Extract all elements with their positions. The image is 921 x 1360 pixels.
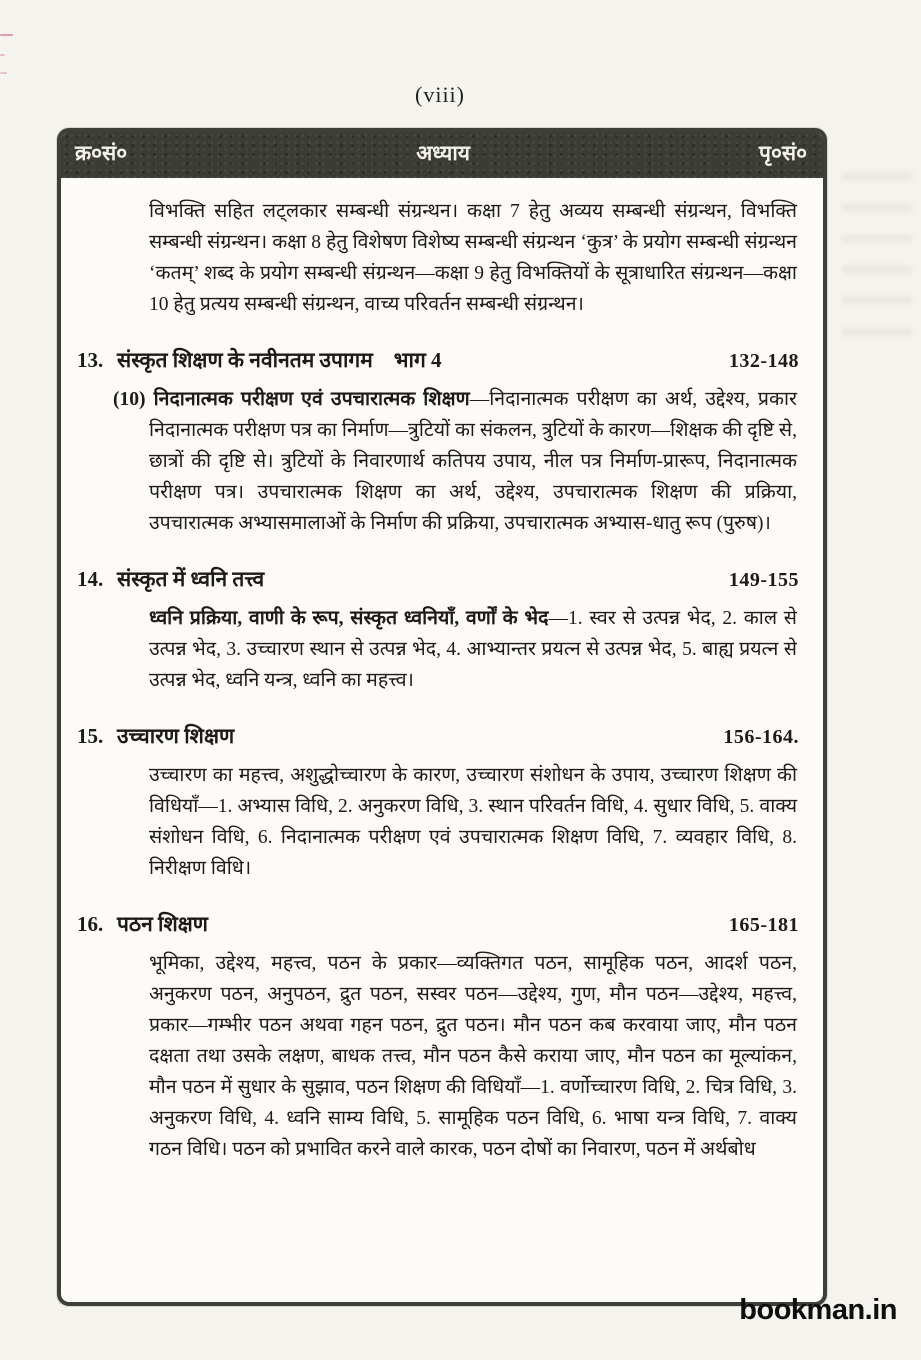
watermark: bookman.in (739, 1294, 897, 1326)
entry-page-range: 156-164. (723, 726, 799, 748)
toc-header-pageno-label: पृ०सं० (759, 141, 807, 165)
entry-number: 15. (77, 724, 104, 748)
margin-pen-marks (0, 30, 14, 90)
entry-description-bold: (10) निदानात्मक परीक्षण एवं उपचारात्मक शिक्षण (113, 389, 470, 410)
pen-mark (0, 34, 13, 36)
entry-description-text: भूमिका, उद्देश्य, महत्त्व, पठन के प्रकार—व्यक्तिगत पठन, सामूहिक पठन, आदर्श पठन, अनुकरण पठन, अनुपठन, द्रुत पठन, सस्वर पठन—उद्देश्य, गुण, मौन पठन—उद्देश्य, महत्त्व, प्रकार—गम्भीर पठन अथवा गहन पठन, द्रुत पठन। मौन पठन कब करवाया जाए, मौन पठन दक्षता तथा उसके लक्षण, बाधक तत्त्व, मौन पठन कैसे कराया जाए, मौन पठन का मूल्यांकन, मौन पठन में सुधार के सुझाव, पठन शिक्षण की विधियाँ—1. वर्णोच्चारण विधि, 2. चित्र विधि, 3. अनुकरण विधि, 4. ध्वनि साम्य विधि, 5. सामूहिक पठन विधि, 6. भाषा यन्त्र विधि, 7. वाक्य गठन विधि। पठन को प्रभावित करने वाले कारक, पठन दोषों का निवारण, पठन में अर्थबोध (149, 953, 797, 1160)
entry-page-range: 165-181 (728, 914, 799, 936)
entry-description-text: —1. स्वर से उत्पन्न भेद, 2. काल से उत्पन्न भेद, 3. उच्चारण स्थान से उत्पन्न भेद, 4. आभ्यान्तर प्रयत्न से उत्पन्न भेद, 5. बाह्य प्रयत्न से उत्पन्न भेद, ध्वनि यन्त्र, ध्वनि का महत्त्व। (149, 608, 797, 691)
toc-frame (57, 128, 827, 1306)
toc-entry-16 (77, 910, 799, 1165)
toc-entry-13 (77, 346, 799, 539)
entry-heading (77, 722, 799, 750)
entry-description (149, 760, 797, 884)
toc-entry-14 (77, 565, 799, 696)
entry-description-text: उच्चारण का महत्त्व, अशुद्धोच्चारण के कारण, उच्चारण संशोधन के उपाय, उच्चारण शिक्षण की विधियाँ—1. अभ्यास विधि, 2. अनुकरण विधि, 3. स्थान परिवर्तन विधि, 4. सुधार विधि, 5. वाक्य संशोधन विधि, 6. निदानात्मक परीक्षण एवं उपचारात्मक शिक्षण विधि, 7. व्यवहार विधि, 8. निरीक्षण विधि। (149, 765, 797, 879)
toc-entry-15 (77, 722, 799, 884)
entry-page-range: 132-148 (728, 350, 799, 372)
entry-title: पठन शिक्षण (117, 912, 208, 936)
entry-description-bold: ध्वनि प्रक्रिया, वाणी के रूप, संस्कृत ध्वनियाँ, वर्णों के भेद (149, 608, 549, 629)
entry-heading (77, 346, 799, 374)
entry-description (113, 384, 798, 539)
toc-header-bar (61, 132, 823, 178)
folio-page-number: (viii) (415, 82, 465, 107)
pen-mark (0, 54, 5, 56)
entry-title: संस्कृत शिक्षण के नवीनतम उपागम भाग 4 (117, 348, 442, 372)
toc-header-serial-label: क्र०सं० (75, 141, 128, 165)
continuation-paragraph: विभक्ति सहित लट्लकार सम्बन्धी संग्रन्थन। कक्षा 7 हेतु अव्यय सम्बन्धी संग्रन्थन, विभक्ति सम्बन्धी संग्रन्थन। कक्षा 8 हेतु विशेषण विशेष्य सम्बन्धी संग्रन्थन ‘कुत्र’ के प्रयोग सम्बन्धी संग्रन्थन ‘कतम्’ शब्द के प्रयोग सम्बन्धी संग्रन्थन—कक्षा 9 हेतु विभक्तियों के सूत्राधारित संग्रन्थन—कक्षा 10 हेतु प्रत्यय सम्बन्धी संग्रन्थन, वाच्य परिवर्तन सम्बन्धी संग्रन्थन। (149, 201, 797, 315)
entry-heading (77, 910, 799, 938)
entry-title: संस्कृत में ध्वनि तत्त्व (117, 567, 265, 591)
entry-page-range: 149-155 (728, 569, 799, 591)
entry-heading (77, 565, 799, 593)
pen-mark (0, 72, 7, 74)
entry-number: 16. (77, 912, 104, 936)
toc-header-chapter-label: अध्याय (416, 141, 470, 165)
entry-title: उच्चारण शिक्षण (117, 724, 235, 748)
toc-content (61, 178, 823, 1165)
entry-number: 14. (77, 567, 104, 591)
entry-description (149, 948, 797, 1165)
entry-number: 13. (77, 348, 104, 372)
entry-description-text: —निदानात्मक परीक्षण का अर्थ, उद्देश्य, प्रकार निदानात्मक परीक्षण पत्र का निर्माण—त्रुटियों का संकलन, त्रुटियों के कारण—शिक्षक की दृष्टि से, छात्रों की दृष्टि से। त्रुटियों के निवारणार्थ कतिपय उपाय, नील पत्र निर्माण-प्रारूप, निदानात्मक परीक्षण पत्र। उपचारात्मक शिक्षण का अर्थ, उद्देश्य, उपचारात्मक शिक्षण की प्रक्रिया, उपचारात्मक अभ्यासमालाओं के निर्माण की प्रक्रिया, उपचारात्मक अभ्यास-धातु रूप (पुरुष)। (149, 389, 798, 534)
entry-description (149, 603, 797, 696)
page-bleed-through (833, 150, 921, 1250)
